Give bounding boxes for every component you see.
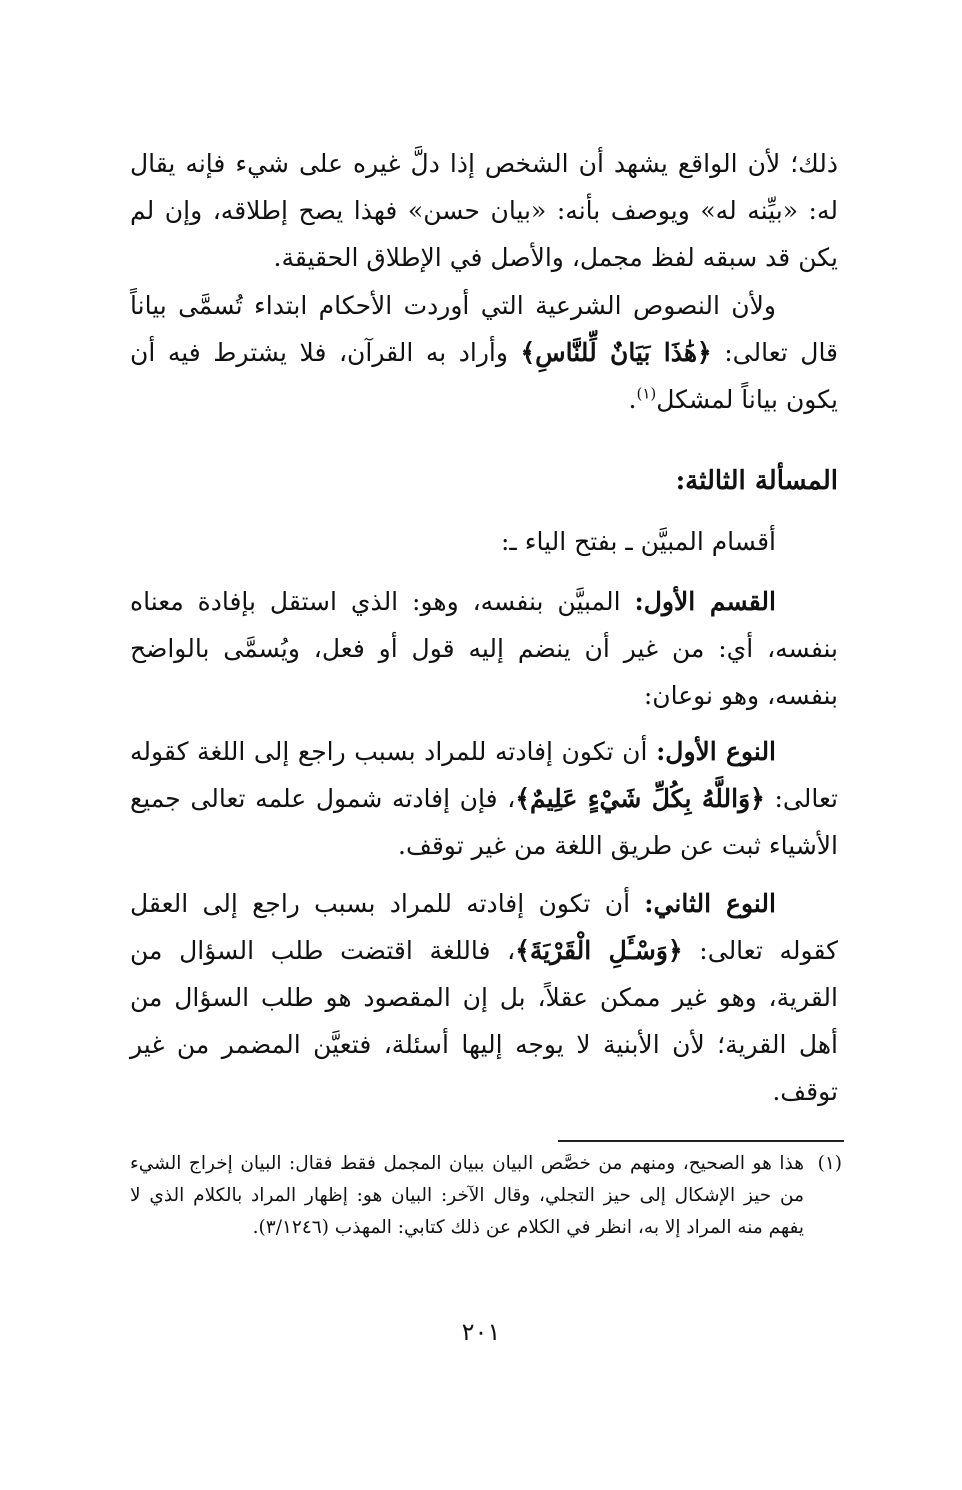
footnote-number: (١) xyxy=(817,1153,842,1174)
footnote xyxy=(130,1148,842,1244)
paragraph-text: ذلك؛ لأن الواقع يشهد أن الشخص إذا دلَّ غيره على شيء فإنه يقال له: «بيِّنه له» ويوصف بأنه: «بيان حسن» فهذا يصح إطلاقه، وإن لم يكن قد سبقه لفظ مجمل، والأصل في الإطلاق الحقيقة. xyxy=(130,149,838,272)
paragraph-text xyxy=(130,282,838,423)
paragraph-text xyxy=(130,728,838,869)
type-1-paragraph xyxy=(130,728,838,869)
paragraph-segment: أن تكون إفادته للمراد بسبب راجع إلى العقل كقوله تعالى: xyxy=(130,889,839,965)
footnote-reference[interactable]: (١) xyxy=(636,384,657,403)
body-paragraph-2 xyxy=(130,282,838,423)
footnote-divider xyxy=(558,1140,844,1142)
paragraph-segment: ، فإن إفادته شمول علمه تعالى جميع الأشياء ثبت عن طريق اللغة من غير توقف. xyxy=(130,784,838,860)
quran-verse: ﴿هَٰذَا بَيَانٌ لِّلنَّاسِ﴾ xyxy=(520,338,712,367)
paragraph-segment: وأراد به القرآن، فلا يشترط فيه أن يكون بياناً لمشكل xyxy=(130,338,838,414)
paragraph-segment: ، فاللغة اقتضت طلب السؤال من القرية، وهو غير ممكن عقلاً، بل إن المقصود هو طلب السؤال من أهل القرية؛ لأن الأبنية لا يوجه إليها أسئلة، فتعيَّن المضمر من غير توقف. xyxy=(130,936,838,1106)
type-2-paragraph xyxy=(130,880,838,1115)
section-1-paragraph xyxy=(130,578,838,719)
paragraph-text: أقسام المبيَّن ـ بفتح الياء ـ: xyxy=(501,527,776,556)
paragraph-text xyxy=(130,578,838,719)
section-heading: المسألة الثالثة: xyxy=(675,466,838,496)
bold-label: النوع الثاني: xyxy=(644,889,776,918)
paragraph-segment: أن تكون إفادته للمراد بسبب راجع إلى اللغة كقوله تعالى: xyxy=(130,737,839,813)
bold-label: القسم الأول: xyxy=(634,587,776,616)
intro-line xyxy=(130,518,838,565)
bold-label: النوع الأول: xyxy=(656,737,777,766)
quran-verse: ﴿وَاللَّهُ بِكُلِّ شَيْءٍ عَلِيمٌ﴾ xyxy=(515,784,765,813)
body-paragraph-1 xyxy=(130,140,838,281)
paragraph-segment: . xyxy=(628,385,637,414)
paragraph-text xyxy=(130,880,838,1115)
paragraph-segment: المبيَّن بنفسه، وهو: الذي استقل بإفادة معناه بنفسه، أي: من غير أن ينضم إليه قول أو فعل، ويُسمَّى بالواضح بنفسه، وهو نوعان: xyxy=(130,587,838,710)
quran-verse: ﴿وَسْـَٔلِ الْقَرْيَةَ﴾ xyxy=(515,936,683,965)
paragraph-segment: ولأن النصوص الشرعية التي أوردت الأحكام ابتداء تُسمَّى بياناً قال تعالى: xyxy=(130,291,839,367)
page-number: ٢٠١ xyxy=(461,1318,501,1346)
footnote-text: هذا هو الصحيح، ومنهم من خصَّص البيان ببيان المجمل فقط فقال: البيان إخراج الشيء من حيز الإشكال إلى حيز التجلي، وقال الآخر: البيان هو: إظهار المراد بالكلام الذي لا يفهم منه المراد إلا به، انظر في الكلام عن ذلك كتابي: المهذب (٣/١٢٤٦). xyxy=(130,1153,804,1238)
